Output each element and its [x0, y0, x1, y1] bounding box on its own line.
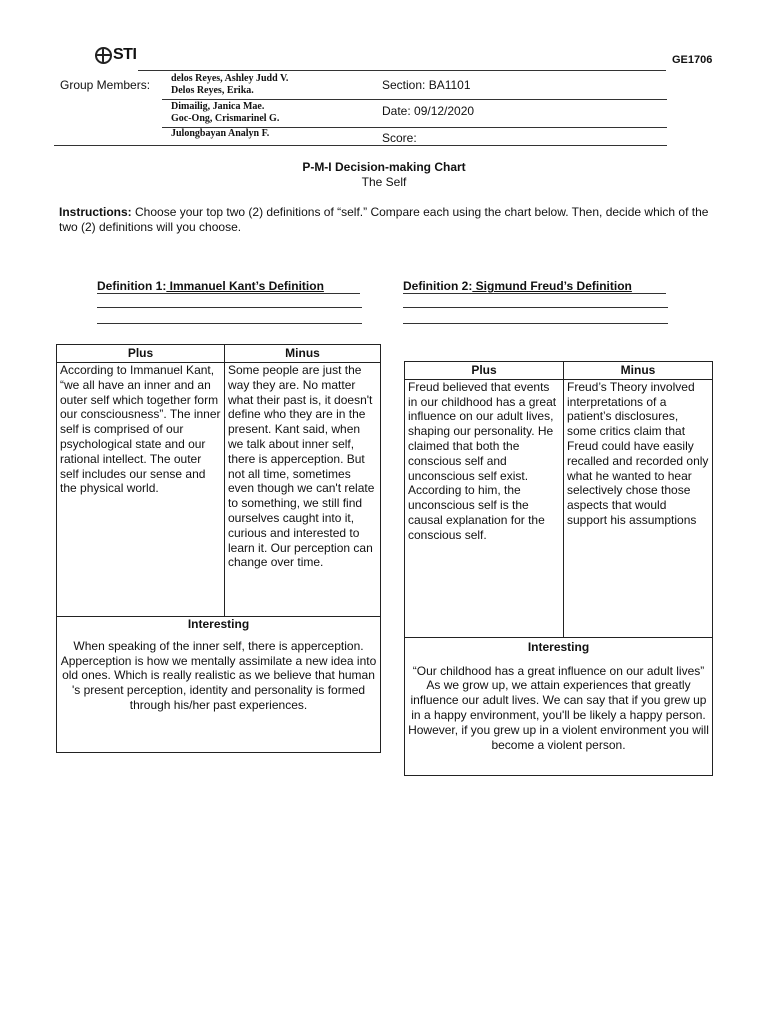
definition-2-label: Definition 2: [403, 279, 473, 293]
header-bottom-rule [54, 145, 667, 146]
instructions-label: Instructions: [59, 205, 132, 219]
pmi-table-1 [56, 344, 381, 753]
definition-1-label: Definition 1: [97, 279, 167, 293]
course-code: GE1706 [672, 54, 713, 66]
table2-interesting-quote: “Our childhood has a great influence on our adult lives” [412, 663, 705, 678]
table1-plus-header: Plus [57, 345, 225, 363]
logo-text: STI [113, 46, 137, 63]
table2-plus-header: Plus [405, 362, 564, 380]
table1-minus-text: Some people are just the way they are. No matter what their past is, it doesn't define who they are in the present. Kant said, when we talk about inner self, there is apperception. But not all time, sometimes even though we can't relate to something, we still find ourselves caught into it, curious and interested to learn it. Our perception can change over time. [228, 363, 375, 570]
table1-plus-text: According to Immanuel Kant, “we all have an inner and an outer self which together form our consciousness”. The inner self is comprised of our psychological state and our rational intellect. The outer self includes our sense and the physical world. [60, 363, 221, 496]
pmi-table-2 [404, 361, 713, 776]
def1-line-1 [97, 307, 362, 308]
definition-2-name: Sigmund Freud’s Definition [472, 279, 632, 293]
table2-interesting-text: As we grow up, we attain experiences that greatly influence our adult lives. We can say that if you grew up in a happy environment, you'll be likely a happy person. However, if you grew up in a violent environment you will become a violent person. [408, 678, 709, 752]
section-field: Section: BA1101 [382, 78, 471, 92]
member-1: delos Reyes, Ashley Judd V. [171, 73, 289, 84]
date-field: Date: 09/12/2020 [382, 104, 475, 118]
definition-1-heading [97, 279, 324, 293]
def2-line-1 [403, 307, 668, 308]
header-rule-2 [162, 127, 667, 128]
def1-line-0 [97, 293, 360, 294]
definition-2-heading [403, 279, 632, 293]
table2-interesting-cell [405, 637, 713, 775]
chart-title: P-M-I Decision-making Chart [302, 160, 466, 174]
def2-line-2 [403, 323, 668, 324]
table1-plus-cell [57, 363, 225, 617]
instructions-text: Choose your top two (2) definitions of “self.” Compare each using the chart below. Then, decide which of the two (2) definitions will you choose. [59, 205, 709, 234]
member-5: Julongbayan Analyn F. [171, 128, 270, 139]
table2-minus-text: Freud’s Theory involved interpretations of a patient’s disclosures, some critics claim that Freud could have easily recalled and recorded only what he wanted to hear selectively chose those aspects that would support his assumptions [567, 379, 709, 527]
table2-interesting-header: Interesting [527, 639, 590, 654]
definition-1-name: Immanuel Kant’s Definition [166, 279, 324, 293]
table2-minus-cell [564, 379, 713, 637]
globe-icon [95, 47, 112, 64]
group-members-label: Group Members: [60, 78, 151, 92]
member-4: Goc-Ong, Crismarinel G. [171, 113, 280, 124]
table2-plus-text: Freud believed that events in our childhood has a great influence on our adult lives, shaping our personality. He claimed that both the conscious self and unconscious self exist. According to him, the unconscious self is the causal explanation for the conscious self. [408, 379, 557, 542]
member-2: Delos Reyes, Erika. [171, 85, 254, 96]
chart-subtitle: The Self [361, 175, 407, 189]
table2-minus-header: Minus [564, 362, 713, 380]
table1-minus-header: Minus [225, 345, 381, 363]
table1-minus-cell [225, 363, 381, 617]
header-top-rule [138, 70, 666, 71]
def1-line-2 [97, 323, 362, 324]
member-3: Dimailig, Janica Mae. [171, 101, 265, 112]
instructions [59, 205, 724, 235]
sti-logo [95, 46, 136, 64]
table1-interesting-text: When speaking of the inner self, there is apperception. Apperception is how we mentally assimilate a new idea into old ones. Which is really realistic as we believe that human 's present perception, identity and personality is formed through his/her past experiences. [60, 638, 377, 712]
table1-interesting-cell [57, 617, 381, 753]
table2-plus-cell [405, 379, 564, 637]
def2-line-0 [403, 293, 666, 294]
table1-interesting-header: Interesting [187, 617, 250, 631]
header-rule-1 [162, 99, 667, 100]
score-field: Score: [382, 131, 417, 145]
